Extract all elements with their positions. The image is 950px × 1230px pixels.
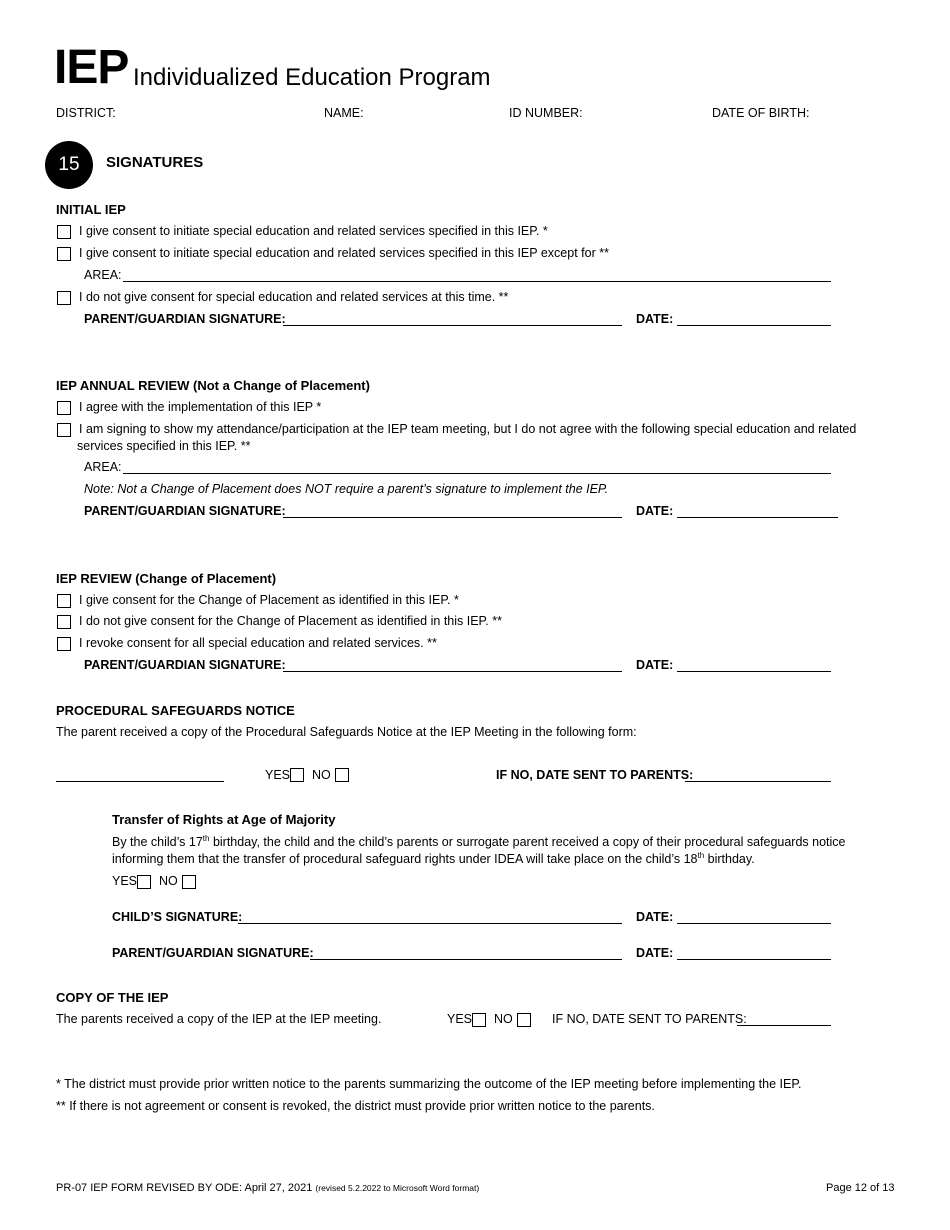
transfer-parent-date-label: DATE: — [636, 946, 674, 960]
transfer-no-label: NO — [159, 874, 178, 888]
annual-date-field[interactable] — [677, 517, 838, 518]
annual-date-label: DATE: — [636, 504, 674, 518]
copy-yes-label: YES — [447, 1012, 473, 1026]
initial-signature-label: PARENT/GUARDIAN SIGNATURE: — [84, 312, 286, 326]
annual-review-heading: IEP ANNUAL REVIEW (Not a Change of Placement) — [56, 378, 370, 393]
section-title: SIGNATURES — [106, 154, 204, 171]
initial-no-consent-label: I do not give consent for special education and related services at this time. ** — [79, 290, 509, 304]
safeguards-yes-label: YES — [265, 768, 291, 782]
initial-area-field[interactable] — [123, 281, 831, 282]
change-signature-label: PARENT/GUARDIAN SIGNATURE: — [84, 658, 286, 672]
safeguards-no-checkbox[interactable] — [335, 768, 349, 782]
safeguards-yes-checkbox[interactable] — [290, 768, 304, 782]
transfer-parent-date-field[interactable] — [677, 959, 831, 960]
copy-if-no-label: IF NO, DATE SENT TO PARENTS: — [552, 1012, 747, 1026]
copy-date-sent-field[interactable] — [737, 1025, 831, 1026]
initial-consent-checkbox[interactable] — [57, 225, 71, 239]
change-no-consent-checkbox[interactable] — [57, 615, 71, 629]
initial-consent-except-checkbox[interactable] — [57, 247, 71, 261]
copy-iep-heading: COPY OF THE IEP — [56, 990, 169, 1005]
change-date-label: DATE: — [636, 658, 674, 672]
annual-area-field[interactable] — [123, 473, 831, 474]
annual-agree-label: I agree with the implementation of this IEP * — [79, 400, 322, 414]
transfer-heading: Transfer of Rights at Age of Majority — [112, 812, 336, 827]
child-signature-field[interactable] — [238, 923, 622, 924]
initial-date-label: DATE: — [636, 312, 674, 326]
annual-attendance-checkbox[interactable] — [57, 423, 71, 437]
date-of-birth-label: DATE OF BIRTH: — [712, 106, 810, 120]
safeguards-if-no-label: IF NO, DATE SENT TO PARENTS: — [496, 768, 694, 782]
iep-logo: IEP — [54, 41, 129, 94]
copy-yes-checkbox[interactable] — [472, 1013, 486, 1027]
child-date-label: DATE: — [636, 910, 674, 924]
page-number: Page 12 of 13 — [826, 1182, 895, 1194]
annual-signature-label: PARENT/GUARDIAN SIGNATURE: — [84, 504, 286, 518]
change-consent-label: I give consent for the Change of Placement as identified in this IEP. * — [79, 593, 459, 607]
district-label: DISTRICT: — [56, 106, 116, 120]
transfer-parent-signature-field[interactable] — [310, 959, 622, 960]
transfer-yes-label: YES — [112, 874, 138, 888]
initial-no-consent-checkbox[interactable] — [57, 291, 71, 305]
initial-signature-field[interactable] — [283, 325, 622, 326]
change-review-heading: IEP REVIEW (Change of Placement) — [56, 571, 277, 586]
copy-no-label: NO — [494, 1012, 513, 1026]
annual-signature-field[interactable] — [283, 517, 622, 518]
annual-agree-checkbox[interactable] — [57, 401, 71, 415]
child-signature-label: CHILD’S SIGNATURE: — [112, 910, 243, 924]
transfer-yes-checkbox[interactable] — [137, 875, 151, 889]
footnote-single-asterisk: * The district must provide prior written notice to the parents summarizing the outcome of the IEP meeting before implementing the IEP. — [56, 1077, 802, 1091]
form-title: Individualized Education Program — [133, 64, 491, 91]
transfer-text-line1: By the child’s 17th birthday, the child and the child’s parents or surrogate parent received a copy of their procedural safeguards notice — [112, 834, 846, 849]
child-date-field[interactable] — [677, 923, 831, 924]
name-label: NAME: — [324, 106, 364, 120]
transfer-no-checkbox[interactable] — [182, 875, 196, 889]
initial-consent-label: I give consent to initiate special education and related services specified in this IEP. * — [79, 224, 548, 238]
change-revoke-label: I revoke consent for all special education and related services. ** — [79, 636, 437, 650]
annual-attendance-label-line1: I am signing to show my attendance/participation at the IEP team meeting, but I do not agree with the following special education and related — [79, 422, 857, 436]
annual-note: Note: Not a Change of Placement does NOT require a parent’s signature to implement the IEP. — [84, 482, 609, 496]
section-number-badge: 15 — [45, 141, 93, 189]
change-no-consent-label: I do not give consent for the Change of Placement as identified in this IEP. ** — [79, 614, 502, 628]
annual-attendance-label-line2: services specified in this IEP. ** — [77, 439, 251, 453]
initial-area-label: AREA: — [84, 268, 122, 282]
annual-area-label: AREA: — [84, 460, 122, 474]
change-revoke-checkbox[interactable] — [57, 637, 71, 651]
safeguards-date-sent-field[interactable] — [685, 781, 831, 782]
initial-iep-heading: INITIAL IEP — [56, 202, 126, 217]
safeguards-text: The parent received a copy of the Procedural Safeguards Notice at the IEP Meeting in the following form: — [56, 725, 637, 739]
transfer-text-line2: informing them that the transfer of procedural safeguard rights under IDEA will take place on the child’s 18th birthday. — [112, 851, 755, 866]
transfer-parent-signature-label: PARENT/GUARDIAN SIGNATURE: — [112, 946, 314, 960]
safeguards-heading: PROCEDURAL SAFEGUARDS NOTICE — [56, 703, 295, 718]
initial-date-field[interactable] — [677, 325, 831, 326]
copy-iep-text: The parents received a copy of the IEP at the IEP meeting. — [56, 1012, 382, 1026]
change-consent-checkbox[interactable] — [57, 594, 71, 608]
form-revision-footer: PR-07 IEP FORM REVISED BY ODE: April 27, 2021 (revised 5.2.2022 to Microsoft Word format) — [56, 1182, 480, 1194]
change-date-field[interactable] — [677, 671, 831, 672]
copy-no-checkbox[interactable] — [517, 1013, 531, 1027]
change-signature-field[interactable] — [283, 671, 622, 672]
id-number-label: ID NUMBER: — [509, 106, 583, 120]
safeguards-no-label: NO — [312, 768, 331, 782]
footnote-double-asterisk: ** If there is not agreement or consent is revoked, the district must provide prior written notice to the parents. — [56, 1099, 655, 1113]
initial-consent-except-label: I give consent to initiate special education and related services specified in this IEP except for ** — [79, 246, 609, 260]
safeguards-form-field[interactable] — [56, 781, 224, 782]
